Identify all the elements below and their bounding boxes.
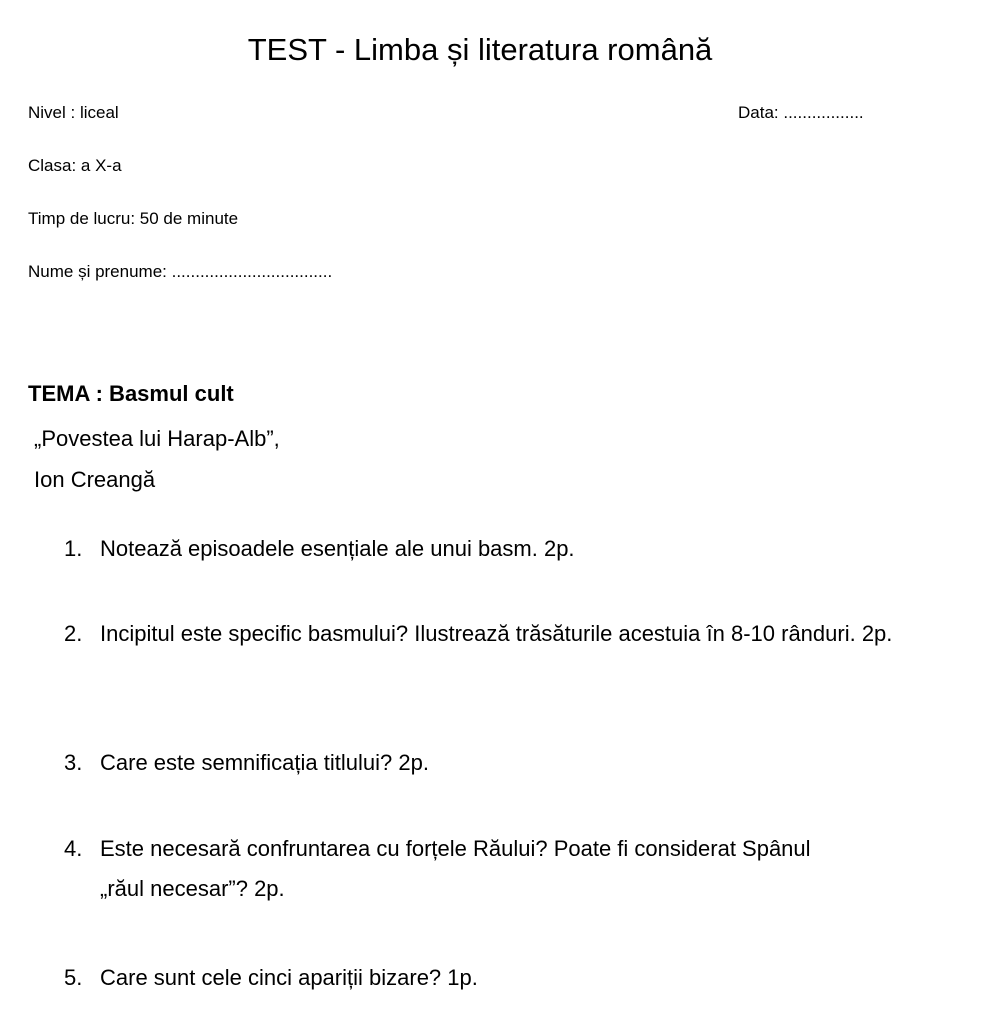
time-info: Timp de lucru: 50 de minute	[28, 209, 239, 228]
question-number: 2.	[64, 621, 83, 646]
question-text: Este necesară confruntarea cu forțele Răului? Poate fi considerat Spânul „răul necesar”? 2p.	[100, 836, 811, 901]
question-item	[64, 614, 964, 654]
work-title: „Povestea lui Harap-Alb”,	[34, 426, 280, 451]
question-text: Care sunt cele cinci apariții bizare? 1p.	[100, 965, 478, 990]
question-number: 4.	[64, 836, 83, 861]
question-item	[64, 529, 964, 569]
question-number: 3.	[64, 750, 83, 775]
work-author: Ion Creangă	[34, 467, 156, 492]
question-number: 5.	[64, 965, 83, 990]
class-info: Clasa: a X-a	[28, 156, 122, 175]
question-item	[64, 743, 964, 783]
theme-heading: TEMA : Basmul cult	[28, 381, 234, 406]
question-item	[64, 958, 964, 998]
page-title: TEST - Limba și literatura română	[247, 32, 713, 67]
date-field: Data: .................	[738, 103, 864, 122]
question-number: 1.	[64, 536, 83, 561]
name-field: Nume și prenume: ..................................	[28, 262, 333, 281]
question-text: Notează episoadele esențiale ale unui basm. 2p.	[100, 536, 575, 561]
level-info: Nivel : liceal	[28, 103, 119, 122]
question-text: Incipitul este specific basmului? Ilustrează trăsăturile acestuia în 8-10 rânduri. 2p.	[100, 621, 893, 646]
question-text: Care este semnificația titlului? 2p.	[100, 750, 429, 775]
question-item	[64, 829, 964, 909]
